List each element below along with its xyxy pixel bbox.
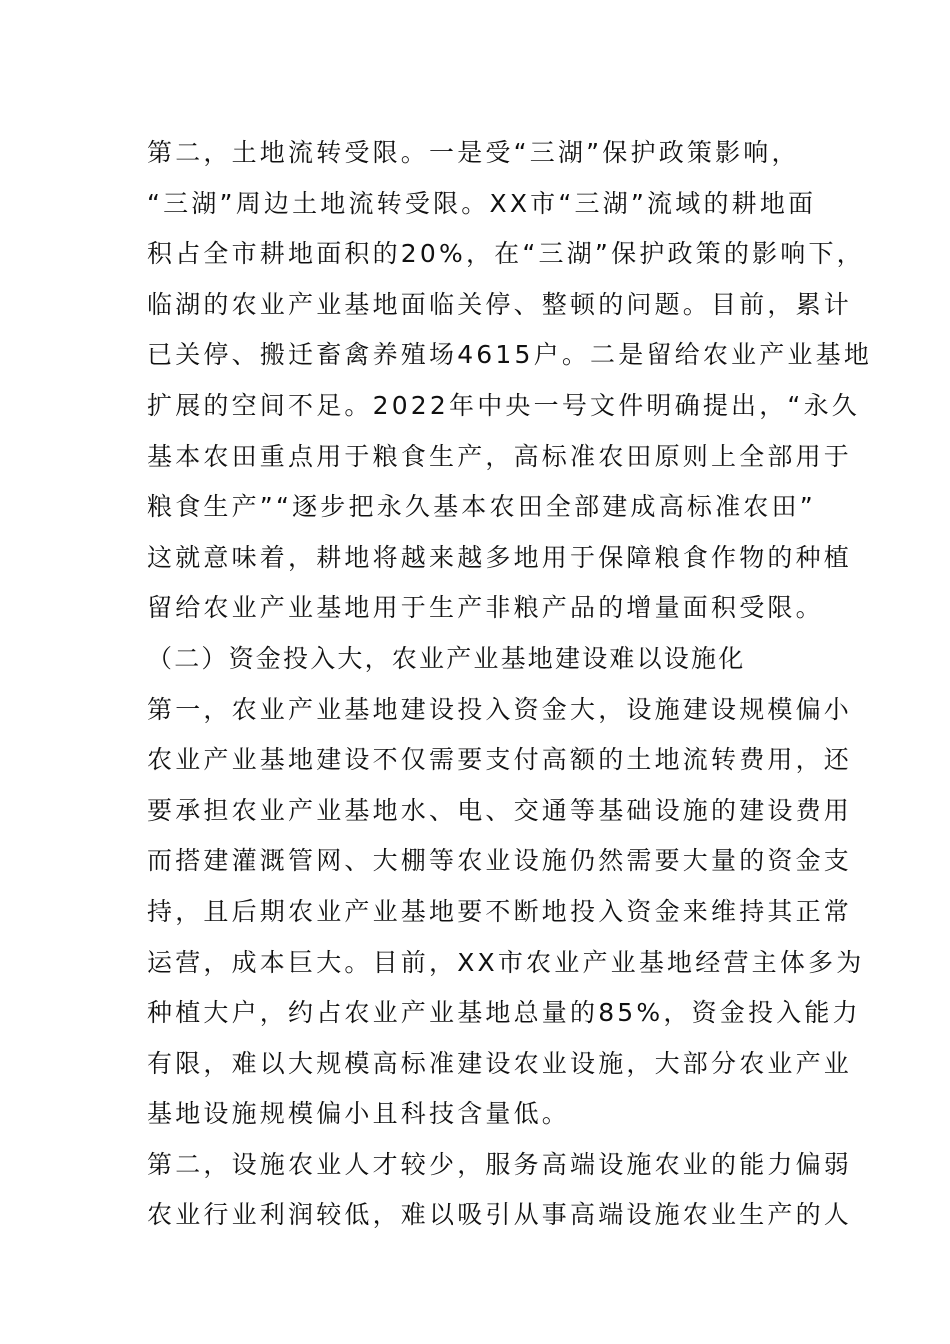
text-line-22: 农业行业利润较低，难以吸引从事高端设施农业生产的人 [147,1200,853,1230]
text-line-15: 而搭建灌溉管网、大棚等农业设施仍然需要大量的资金支 [147,846,853,876]
section-heading: （二）资金投入大，农业产业基地建设难以设施化 [147,643,746,673]
text-line-8: 粮食生产”“逐步把永久基本农田全部建成高标准农田” [147,492,816,522]
body-text [147,128,873,1241]
text-line-9: 这就意味着，耕地将越来越多地用于保障粮食作物的种植 [147,542,853,572]
text-line-19: 有限，难以大规模高标准建设农业设施，大部分农业产业 [147,1048,853,1078]
text-line-6: 扩展的空间不足。2022年中央一号文件明确提出，“永久 [147,390,860,420]
text-line-12: 第一，农业产业基地建设投入资金大，设施建设规模偏小 [147,694,853,724]
text-line-5: 已关停、搬迁畜禽养殖场4615户。二是留给农业产业基地 [147,340,873,370]
text-line-2: “三湖”周边土地流转受限。XX市“三湖”流域的耕地面 [147,188,817,218]
text-line-13: 农业产业基地建设不仅需要支付高额的土地流转费用，还 [147,745,853,775]
text-line-17: 运营，成本巨大。目前，XX市农业产业基地经营主体多为 [147,947,865,977]
text-line-20: 基地设施规模偏小且科技含量低。 [147,1099,571,1129]
text-line-7: 基本农田重点用于粮食生产，高标准农田原则上全部用于 [147,441,853,471]
text-line-21: 第二，设施农业人才较少，服务高端设施农业的能力偏弱 [147,1149,853,1179]
text-line-18: 种植大户，约占农业产业基地总量的85%，资金投入能力 [147,998,861,1028]
text-line-10: 留给农业产业基地用于生产非粮产品的增量面积受限。 [147,593,824,623]
text-line-4: 临湖的农业产业基地面临关停、整顿的问题。目前，累计 [147,289,853,319]
text-line-1: 第二，土地流转受限。一是受“三湖”保护政策影响， [147,138,800,167]
text-line-3: 积占全市耕地面积的20%，在“三湖”保护政策的影响下， [147,239,865,269]
text-line-14: 要承担农业产业基地水、电、交通等基础设施的建设费用 [147,795,853,825]
text-line-16: 持，且后期农业产业基地要不断地投入资金来维持其正常 [147,896,853,926]
